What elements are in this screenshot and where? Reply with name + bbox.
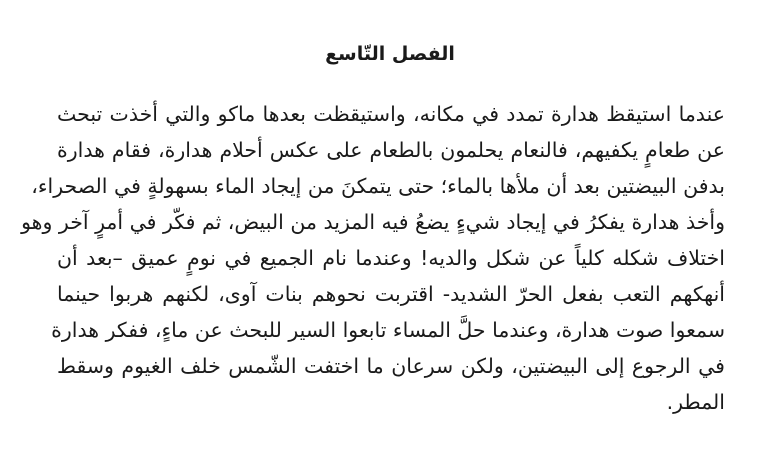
body-line: في الرجوع إلى البيضتين، ولكن سرعان ما اختفت الشّمس خلف الغيوم وسقط	[57, 354, 725, 378]
chapter-title: الفصل التّاسع	[325, 43, 455, 65]
body-line: عن طعامٍ يكفيهم، فالنعام يحلمون بالطعام على عكس أحلام هدارة، فقام هدارة	[57, 138, 725, 162]
body-line: سمعوا صوت هدارة، وعندما حلَّ المساء تابعوا السير للبحث عن ماءٍ، ففكر هدارة	[51, 318, 725, 342]
body-line: بدفن البيضتين بعد أن ملأها بالماء؛ حتى يتمكنَ من إيجاد الماء بسهولةٍ في الصحراء،	[31, 174, 725, 198]
body-line: عندما استيقظ هدارة تمدد في مكانه، واستيقظت بعدها ماكو والتي أخذت تبحث	[57, 102, 725, 126]
chapter-body	[21, 96, 725, 420]
body-line: أنهكهم التعب بفعل الحرّ الشديد- اقتربت نحوهم بنات آوى، لكنهم هربوا حينما	[57, 282, 725, 306]
body-line: وأخذ هدارة يفكرُ في إيجاد شيءٍ يضعُ فيه المزيد من البيض، ثم فكّر في أمرٍ آخر وهو	[21, 210, 725, 234]
body-line: المطر.	[666, 390, 725, 414]
body-line: اختلاف شكله كلياً عن شكل والديه! وعندما نام الجميع في نومٍ عميق –بعد أن	[57, 246, 725, 270]
